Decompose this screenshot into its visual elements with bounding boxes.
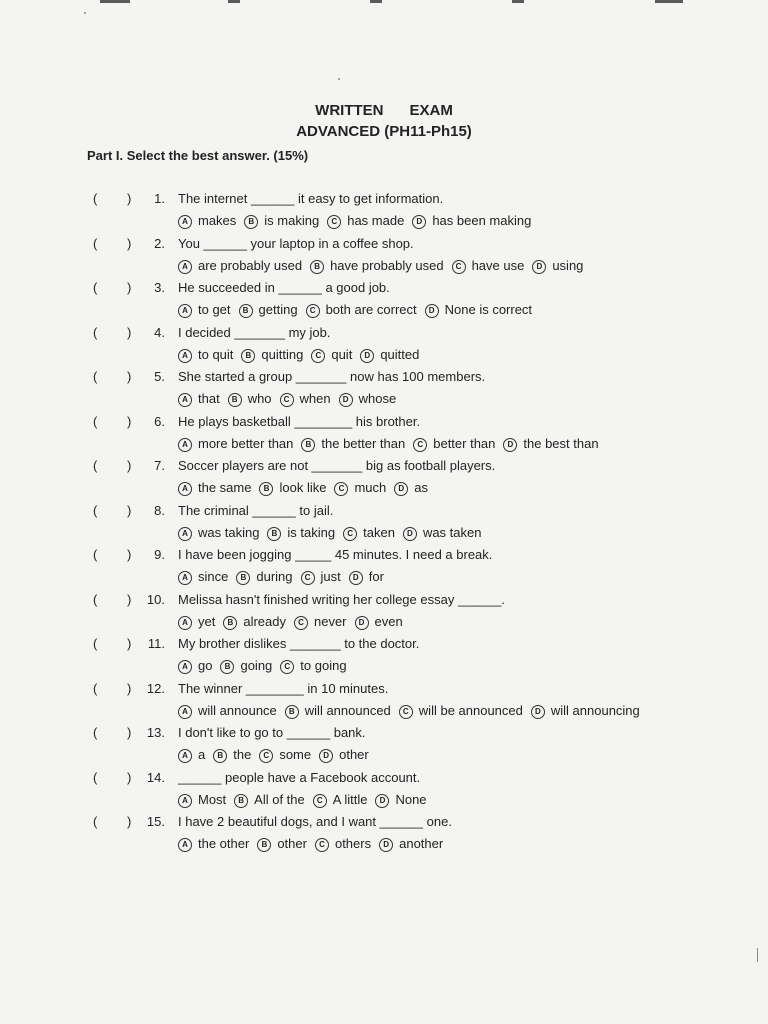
answer-option [399, 703, 523, 719]
answer-option [280, 658, 346, 674]
answer-blank-close: ) [127, 814, 132, 829]
question-number: 8. [154, 502, 165, 518]
answer-options [178, 747, 377, 763]
option-letter-icon: B [310, 260, 324, 274]
answer-option [178, 347, 233, 363]
option-letter-icon: B [257, 838, 271, 852]
answer-option [306, 302, 417, 318]
answer-option [339, 391, 397, 407]
question-number: 12. [146, 680, 165, 696]
option-letter-icon: A [178, 260, 192, 274]
option-letter-icon: D [503, 438, 517, 452]
option-letter-icon: D [403, 527, 417, 541]
answer-options [178, 302, 540, 318]
option-letter-icon: A [178, 660, 192, 674]
answer-option [220, 658, 272, 674]
answer-option [239, 302, 298, 318]
option-letter-icon: B [259, 482, 273, 496]
option-letter-icon: A [178, 616, 192, 630]
option-text: both are correct [325, 302, 417, 317]
question-stem: He succeeded in ______ a good job. [178, 280, 390, 295]
answer-option [178, 569, 228, 585]
exam-title-word1: WRITTEN [315, 102, 384, 119]
option-text: None [395, 791, 427, 807]
answer-blank-open: ( [93, 636, 98, 651]
option-text: some [279, 747, 312, 762]
question-stem: ______ people have a Facebook account. [178, 769, 421, 785]
answer-options [178, 213, 539, 229]
option-letter-icon: B [244, 215, 258, 229]
option-text: going [240, 658, 273, 673]
option-text: will be announced [418, 702, 523, 718]
answer-blank-open: ( [93, 191, 98, 206]
answer-blank-close: ) [127, 725, 132, 740]
scan-speck [757, 948, 758, 962]
option-text: was taking [198, 524, 260, 540]
option-text: for [368, 569, 384, 584]
answer-blank-open: ( [93, 769, 98, 785]
answer-option [241, 347, 303, 363]
question-number: 7. [154, 458, 165, 473]
option-letter-icon: C [306, 304, 320, 318]
answer-option [452, 258, 525, 274]
answer-option [280, 391, 331, 407]
question-stem: I decided _______ my job. [178, 324, 331, 340]
option-letter-icon: C [311, 349, 325, 363]
option-letter-icon: C [413, 438, 427, 452]
question-number: 6. [154, 413, 165, 429]
answer-option [228, 391, 272, 407]
option-text: other [339, 747, 369, 762]
question-item [0, 770, 768, 815]
answer-options [178, 480, 436, 496]
question-item [0, 325, 768, 370]
option-text: taken [363, 524, 395, 540]
option-text: quitting [261, 346, 304, 362]
answer-blank-open: ( [93, 502, 98, 518]
option-text: Most [198, 791, 227, 807]
option-letter-icon: D [379, 838, 393, 852]
option-text: who [247, 391, 272, 406]
scan-mark [655, 0, 683, 3]
option-letter-icon: C [301, 571, 315, 585]
answer-options [178, 391, 404, 407]
answer-option [267, 525, 335, 541]
option-text: whose [358, 391, 397, 406]
scan-top-marks [0, 0, 768, 6]
option-text: never [313, 613, 347, 629]
answer-option [394, 480, 428, 496]
question-number: 11. [147, 636, 165, 651]
answer-option [319, 747, 369, 763]
option-text: yet [198, 613, 216, 629]
answer-option [531, 703, 640, 719]
option-text: more better than [198, 435, 294, 451]
option-letter-icon: D [375, 794, 389, 808]
answer-blank-open: ( [93, 369, 98, 384]
answer-option [294, 614, 347, 630]
answer-option [301, 569, 341, 585]
option-letter-icon: C [294, 616, 308, 630]
option-letter-icon: B [234, 794, 248, 808]
answer-option [236, 569, 292, 585]
answer-option [327, 213, 404, 229]
answer-blank-open: ( [93, 680, 98, 696]
question-item [0, 280, 768, 325]
question-item [0, 236, 768, 281]
option-text: is making [264, 213, 320, 228]
answer-blank-open: ( [93, 413, 98, 429]
exam-title-word2: EXAM [409, 102, 453, 119]
option-letter-icon: D [319, 749, 333, 763]
question-number: 5. [154, 369, 165, 384]
answer-option [178, 436, 293, 452]
answer-option [178, 836, 249, 852]
question-stem: Soccer players are not _______ big as football players. [178, 458, 496, 473]
option-letter-icon: A [178, 349, 192, 363]
answer-option [178, 391, 220, 407]
question-stem: I don't like to go to ______ bank. [178, 725, 366, 740]
answer-option [349, 569, 384, 585]
answer-option [425, 302, 532, 318]
option-text: another [399, 836, 444, 851]
option-letter-icon: C [313, 794, 327, 808]
answer-option [244, 213, 319, 229]
option-text: will announced [304, 702, 391, 718]
question-number: 9. [154, 547, 165, 562]
option-text: to going [300, 658, 347, 673]
scan-speck [84, 12, 86, 14]
option-text: others [334, 836, 372, 851]
question-stem: The criminal ______ to jail. [178, 502, 334, 518]
answer-option [223, 614, 286, 630]
option-text: is taking [287, 524, 336, 540]
answer-blank-close: ) [127, 369, 132, 384]
answer-option [178, 703, 277, 719]
answer-options [178, 569, 392, 585]
option-letter-icon: C [452, 260, 466, 274]
option-text: other [277, 836, 307, 851]
answer-option [178, 258, 302, 274]
answer-options [178, 436, 607, 452]
option-text: that [198, 391, 220, 406]
answer-blank-close: ) [127, 413, 132, 429]
option-letter-icon: D [355, 616, 369, 630]
answer-option [213, 747, 251, 763]
scan-mark [370, 0, 382, 3]
answer-blank-close: ) [127, 191, 132, 206]
question-item [0, 547, 768, 592]
answer-option [503, 436, 598, 452]
option-letter-icon: C [259, 749, 273, 763]
option-letter-icon: B [213, 749, 227, 763]
option-text: just [320, 569, 341, 584]
answer-option [413, 436, 495, 452]
answer-option [259, 480, 326, 496]
option-letter-icon: A [178, 304, 192, 318]
answer-blank-close: ) [127, 502, 132, 518]
option-text: to get [198, 302, 231, 317]
option-letter-icon: B [228, 393, 242, 407]
answer-options [178, 258, 591, 274]
answer-blank-close: ) [127, 547, 132, 562]
scan-speck [338, 78, 340, 80]
answer-options [178, 347, 427, 363]
option-letter-icon: A [178, 838, 192, 852]
option-letter-icon: C [327, 215, 341, 229]
answer-option [310, 258, 443, 274]
answer-options [178, 658, 355, 674]
option-text: better than [433, 435, 496, 451]
answer-blank-open: ( [93, 591, 98, 607]
question-number: 10. [146, 591, 165, 607]
answer-blank-close: ) [127, 235, 132, 251]
part-title: Part I. Select the best answer. (15%) [87, 148, 309, 163]
option-text: using [552, 257, 584, 273]
question-item [0, 725, 768, 770]
scan-mark [512, 0, 524, 3]
answer-blank-open: ( [93, 547, 98, 562]
scan-mark [100, 0, 130, 3]
answer-option [178, 747, 205, 763]
option-text: look like [279, 480, 327, 495]
option-letter-icon: B [236, 571, 250, 585]
option-text: much [354, 480, 387, 495]
question-item [0, 458, 768, 503]
option-text: to quit [198, 346, 234, 362]
option-letter-icon: A [178, 571, 192, 585]
option-letter-icon: C [399, 705, 413, 719]
answer-options [178, 792, 435, 808]
answer-option [259, 747, 311, 763]
exam-title [0, 100, 768, 121]
question-number: 3. [154, 280, 165, 295]
option-text: getting [258, 302, 298, 317]
answer-option [178, 614, 215, 630]
option-text: the better than [321, 435, 406, 451]
option-letter-icon: A [178, 527, 192, 541]
question-number: 14. [146, 769, 165, 785]
option-letter-icon: A [178, 482, 192, 496]
answer-blank-close: ) [127, 680, 132, 696]
answer-option [315, 836, 371, 852]
answer-option [313, 792, 368, 808]
answer-options [178, 614, 411, 630]
answer-blank-close: ) [127, 591, 132, 607]
answer-blank-close: ) [127, 324, 132, 340]
option-text: quitted [380, 346, 420, 362]
answer-option [178, 480, 251, 496]
answer-blank-open: ( [93, 725, 98, 740]
answer-option [360, 347, 419, 363]
scan-mark [228, 0, 240, 3]
answer-blank-open: ( [93, 324, 98, 340]
question-item [0, 681, 768, 726]
option-letter-icon: D [339, 393, 353, 407]
answer-blank-close: ) [127, 636, 132, 651]
option-text: a [198, 747, 206, 762]
answer-option [379, 836, 443, 852]
option-text: when [299, 391, 331, 406]
option-text: has made [347, 213, 405, 228]
question-number: 2. [154, 235, 165, 251]
question-stem: I have 2 beautiful dogs, and I want ______ one. [178, 814, 452, 829]
option-text: go [198, 658, 213, 673]
option-letter-icon: D [349, 571, 363, 585]
option-letter-icon: D [425, 304, 439, 318]
option-letter-icon: A [178, 215, 192, 229]
question-item [0, 503, 768, 548]
option-letter-icon: B [223, 616, 237, 630]
answer-option [311, 347, 352, 363]
question-number: 15. [146, 814, 165, 829]
answer-blank-open: ( [93, 814, 98, 829]
question-stem: I have been jogging _____ 45 minutes. I need a break. [178, 547, 493, 562]
question-item [0, 414, 768, 459]
answer-option [178, 792, 226, 808]
option-letter-icon: B [285, 705, 299, 719]
option-letter-icon: A [178, 393, 192, 407]
option-text: makes [198, 213, 237, 228]
answer-blank-open: ( [93, 280, 98, 295]
answer-option [343, 525, 395, 541]
answer-options [178, 525, 489, 541]
option-text: the [233, 747, 252, 762]
option-text: quit [331, 346, 353, 362]
answer-option [178, 658, 212, 674]
option-letter-icon: A [178, 705, 192, 719]
question-stem: You ______ your laptop in a coffee shop. [178, 235, 414, 251]
question-item [0, 636, 768, 681]
option-letter-icon: C [343, 527, 357, 541]
option-text: even [374, 613, 403, 629]
question-stem: The winner ________ in 10 minutes. [178, 680, 389, 696]
question-list [0, 191, 768, 859]
option-letter-icon: D [531, 705, 545, 719]
answer-option [412, 213, 531, 229]
question-stem: Melissa hasn't finished writing her college essay ______. [178, 591, 505, 607]
answer-option [355, 614, 403, 630]
option-text: All of the [254, 791, 305, 807]
answer-blank-close: ) [127, 458, 132, 473]
option-text: was taken [422, 524, 482, 540]
answer-options [178, 703, 648, 719]
option-letter-icon: D [394, 482, 408, 496]
answer-option [257, 836, 307, 852]
answer-blank-close: ) [127, 280, 132, 295]
option-text: since [198, 569, 229, 584]
question-item [0, 369, 768, 414]
option-letter-icon: C [280, 393, 294, 407]
option-letter-icon: D [412, 215, 426, 229]
option-text: the other [198, 836, 250, 851]
option-letter-icon: A [178, 438, 192, 452]
answer-option [285, 703, 391, 719]
answer-option [375, 792, 426, 808]
option-letter-icon: B [267, 527, 281, 541]
question-item [0, 191, 768, 236]
option-letter-icon: C [280, 660, 294, 674]
option-text: will announce [198, 702, 277, 718]
option-letter-icon: D [532, 260, 546, 274]
exam-subtitle: ADVANCED (PH11-Ph15) [296, 123, 472, 140]
option-text: A little [332, 791, 368, 807]
option-letter-icon: B [239, 304, 253, 318]
option-letter-icon: C [315, 838, 329, 852]
answer-options [178, 836, 451, 852]
option-text: None is correct [444, 302, 533, 317]
answer-option [532, 258, 583, 274]
answer-option [234, 792, 305, 808]
question-stem: My brother dislikes _______ to the doctor. [178, 636, 420, 651]
option-text: have use [471, 257, 525, 273]
option-text: have probably used [330, 257, 444, 273]
option-letter-icon: B [241, 349, 255, 363]
option-letter-icon: C [334, 482, 348, 496]
option-letter-icon: A [178, 794, 192, 808]
exam-header [0, 100, 768, 142]
question-number: 4. [154, 324, 165, 340]
option-text: the best than [523, 435, 599, 451]
answer-blank-close: ) [127, 769, 132, 785]
option-text: are probably used [198, 257, 303, 273]
answer-blank-open: ( [93, 235, 98, 251]
option-text: has been making [432, 213, 532, 228]
question-item [0, 592, 768, 637]
answer-option [178, 302, 231, 318]
question-stem: She started a group _______ now has 100 members. [178, 369, 486, 384]
option-text: as [414, 480, 428, 495]
question-number: 1. [154, 191, 165, 206]
answer-option [403, 525, 482, 541]
answer-blank-open: ( [93, 458, 98, 473]
question-stem: The internet ______ it easy to get information. [178, 191, 444, 206]
option-text: already [243, 613, 286, 629]
answer-option [301, 436, 405, 452]
option-text: during [256, 569, 293, 584]
question-stem: He plays basketball ________ his brother. [178, 413, 421, 429]
option-text: the same [198, 480, 252, 495]
question-number: 13. [146, 725, 165, 740]
answer-option [178, 213, 236, 229]
option-text: will announcing [550, 702, 640, 718]
option-letter-icon: B [301, 438, 315, 452]
option-letter-icon: B [220, 660, 234, 674]
question-item [0, 814, 768, 859]
option-letter-icon: A [178, 749, 192, 763]
answer-option [334, 480, 386, 496]
option-letter-icon: D [360, 349, 374, 363]
answer-option [178, 525, 259, 541]
